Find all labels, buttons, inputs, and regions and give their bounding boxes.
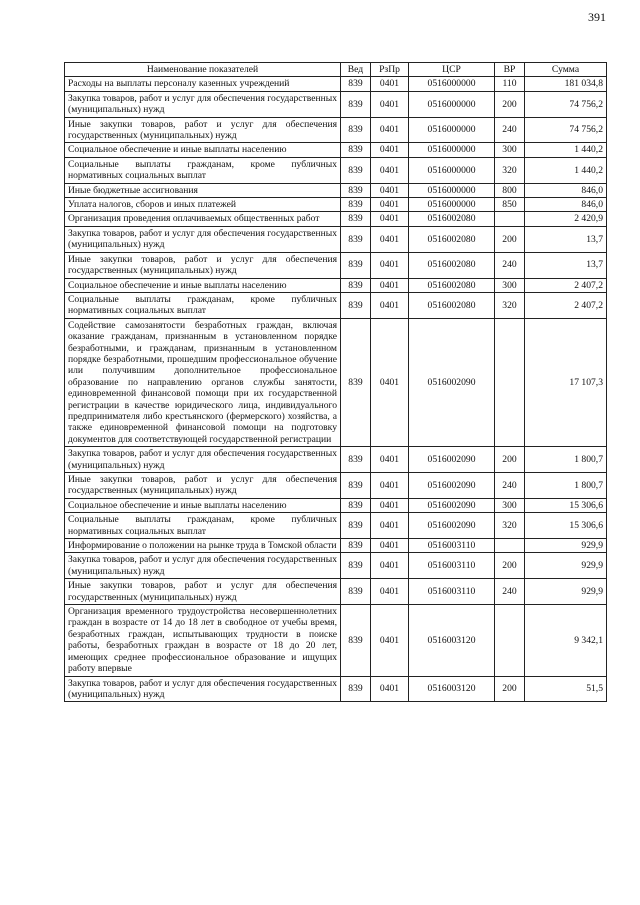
cell-rzpr: 0401: [371, 513, 409, 539]
cell-name: Организация временного трудоустройства несовершеннолетних граждан в возрасте от 14 до 18 лет в свободное от учебы время, безработных граждан, испытывающих трудности в поиске работы, безработных граждан в возрасте от 18 до 20 лет, имеющих среднее профессиональное образование и ищущих работу впервые: [65, 605, 341, 676]
cell-vr: 300: [495, 143, 525, 157]
cell-rzpr: 0401: [371, 539, 409, 553]
page-number: 391: [588, 10, 606, 24]
cell-csr: 0516000000: [409, 157, 495, 183]
cell-vr: 200: [495, 447, 525, 473]
table-row: [65, 605, 607, 676]
cell-vr: [495, 212, 525, 226]
cell-rzpr: 0401: [371, 143, 409, 157]
cell-vr: 800: [495, 183, 525, 197]
cell-csr: 0516002080: [409, 252, 495, 278]
table-row: [65, 198, 607, 212]
table-row: [65, 183, 607, 197]
cell-ved: 839: [341, 117, 371, 143]
cell-csr: 0516000000: [409, 183, 495, 197]
cell-vr: 320: [495, 157, 525, 183]
table-row: [65, 77, 607, 91]
cell-ved: 839: [341, 605, 371, 676]
cell-csr: 0516002090: [409, 447, 495, 473]
cell-name: Иные бюджетные ассигнования: [65, 183, 341, 197]
cell-vr: 320: [495, 513, 525, 539]
table-row: [65, 553, 607, 579]
cell-csr: 0516002090: [409, 513, 495, 539]
table-row: [65, 117, 607, 143]
table-row: [65, 143, 607, 157]
cell-name: Закупка товаров, работ и услуг для обеспечения государственных (муниципальных) нужд: [65, 447, 341, 473]
cell-sum: 1 800,7: [525, 473, 607, 499]
cell-ved: 839: [341, 676, 371, 702]
cell-csr: 0516003120: [409, 605, 495, 676]
table-row: [65, 513, 607, 539]
cell-vr: [495, 318, 525, 446]
cell-sum: 1 440,2: [525, 157, 607, 183]
table-row: [65, 498, 607, 512]
cell-name: Информирование о положении на рынке труда в Томской области: [65, 539, 341, 553]
cell-rzpr: 0401: [371, 498, 409, 512]
cell-ved: 839: [341, 292, 371, 318]
cell-name: Расходы на выплаты персоналу казенных учреждений: [65, 77, 341, 91]
table-body: [65, 77, 607, 702]
cell-vr: [495, 539, 525, 553]
cell-rzpr: 0401: [371, 605, 409, 676]
cell-rzpr: 0401: [371, 318, 409, 446]
cell-sum: 929,9: [525, 539, 607, 553]
cell-name: Иные закупки товаров, работ и услуг для обеспечения государственных (муниципальных) нужд: [65, 117, 341, 143]
cell-name: Иные закупки товаров, работ и услуг для обеспечения государственных (муниципальных) нужд: [65, 473, 341, 499]
cell-csr: 0516003110: [409, 553, 495, 579]
cell-csr: 0516000000: [409, 117, 495, 143]
cell-ved: 839: [341, 226, 371, 252]
table-row: [65, 473, 607, 499]
cell-ved: 839: [341, 183, 371, 197]
table-row: [65, 292, 607, 318]
header-csr: ЦСР: [409, 63, 495, 77]
cell-csr: 0516002080: [409, 278, 495, 292]
cell-sum: 74 756,2: [525, 91, 607, 117]
cell-rzpr: 0401: [371, 447, 409, 473]
cell-vr: 240: [495, 579, 525, 605]
cell-vr: 320: [495, 292, 525, 318]
cell-rzpr: 0401: [371, 226, 409, 252]
cell-rzpr: 0401: [371, 252, 409, 278]
cell-ved: 839: [341, 198, 371, 212]
table-row: [65, 539, 607, 553]
table-row: [65, 579, 607, 605]
header-ved: Вед: [341, 63, 371, 77]
cell-sum: 15 306,6: [525, 498, 607, 512]
cell-rzpr: 0401: [371, 473, 409, 499]
cell-csr: 0516002090: [409, 473, 495, 499]
cell-vr: 200: [495, 676, 525, 702]
cell-name: Социальное обеспечение и иные выплаты населению: [65, 143, 341, 157]
cell-ved: 839: [341, 278, 371, 292]
table-row: [65, 447, 607, 473]
cell-vr: 240: [495, 473, 525, 499]
table-row: [65, 157, 607, 183]
table-row: [65, 91, 607, 117]
cell-name: Содействие самозанятости безработных граждан, включая оказание гражданам, признанным в установленном порядке безработными, и гражданам, признанным в установленном порядке безработными, прошедшим профессиональное обучение или получившим дополнительное профессиональное образование по направлению органов службы занятости, единовременной финансовой помощи при их государственной регистрации в качестве юридического лица, индивидуального предпринимателя либо крестьянского (фермерского) хозяйства, а также единовременной финансовой помощи на подготовку документов для соответствующей государственной регистрации: [65, 318, 341, 446]
cell-vr: 240: [495, 117, 525, 143]
cell-csr: 0516003110: [409, 579, 495, 605]
table-row: [65, 212, 607, 226]
cell-sum: 13,7: [525, 252, 607, 278]
cell-csr: 0516003110: [409, 539, 495, 553]
cell-sum: 74 756,2: [525, 117, 607, 143]
cell-ved: 839: [341, 513, 371, 539]
cell-name: Социальные выплаты гражданам, кроме публичных нормативных социальных выплат: [65, 292, 341, 318]
cell-rzpr: 0401: [371, 157, 409, 183]
header-vr: ВР: [495, 63, 525, 77]
cell-vr: 200: [495, 553, 525, 579]
cell-sum: 15 306,6: [525, 513, 607, 539]
cell-ved: 839: [341, 143, 371, 157]
cell-csr: 0516002080: [409, 226, 495, 252]
cell-rzpr: 0401: [371, 198, 409, 212]
cell-rzpr: 0401: [371, 676, 409, 702]
cell-sum: 929,9: [525, 553, 607, 579]
cell-name: Закупка товаров, работ и услуг для обеспечения государственных (муниципальных) нужд: [65, 226, 341, 252]
cell-rzpr: 0401: [371, 278, 409, 292]
cell-csr: 0516000000: [409, 143, 495, 157]
cell-vr: 240: [495, 252, 525, 278]
cell-sum: 846,0: [525, 198, 607, 212]
cell-name: Закупка товаров, работ и услуг для обеспечения государственных (муниципальных) нужд: [65, 676, 341, 702]
cell-ved: 839: [341, 579, 371, 605]
budget-table: [64, 62, 607, 702]
cell-sum: 1 800,7: [525, 447, 607, 473]
cell-name: Иные закупки товаров, работ и услуг для обеспечения государственных (муниципальных) нужд: [65, 579, 341, 605]
cell-sum: 9 342,1: [525, 605, 607, 676]
cell-csr: 0516003120: [409, 676, 495, 702]
cell-csr: 0516002080: [409, 292, 495, 318]
cell-ved: 839: [341, 212, 371, 226]
cell-sum: 2 420,9: [525, 212, 607, 226]
cell-ved: 839: [341, 318, 371, 446]
cell-name: Закупка товаров, работ и услуг для обеспечения государственных (муниципальных) нужд: [65, 91, 341, 117]
cell-rzpr: 0401: [371, 91, 409, 117]
cell-sum: 13,7: [525, 226, 607, 252]
cell-rzpr: 0401: [371, 292, 409, 318]
table-row: [65, 676, 607, 702]
cell-vr: [495, 605, 525, 676]
cell-sum: 2 407,2: [525, 278, 607, 292]
cell-rzpr: 0401: [371, 183, 409, 197]
cell-ved: 839: [341, 473, 371, 499]
cell-ved: 839: [341, 447, 371, 473]
cell-sum: 929,9: [525, 579, 607, 605]
cell-csr: 0516002080: [409, 212, 495, 226]
cell-name: Социальное обеспечение и иные выплаты населению: [65, 278, 341, 292]
cell-name: Иные закупки товаров, работ и услуг для обеспечения государственных (муниципальных) нужд: [65, 252, 341, 278]
cell-sum: 181 034,8: [525, 77, 607, 91]
table-header-row: [65, 63, 607, 77]
cell-vr: 850: [495, 198, 525, 212]
cell-csr: 0516000000: [409, 77, 495, 91]
cell-rzpr: 0401: [371, 553, 409, 579]
cell-vr: 110: [495, 77, 525, 91]
cell-vr: 200: [495, 226, 525, 252]
cell-vr: 200: [495, 91, 525, 117]
cell-rzpr: 0401: [371, 212, 409, 226]
cell-ved: 839: [341, 91, 371, 117]
cell-rzpr: 0401: [371, 117, 409, 143]
cell-ved: 839: [341, 252, 371, 278]
header-name: Наименование показателей: [65, 63, 341, 77]
header-sum: Сумма: [525, 63, 607, 77]
cell-name: Уплата налогов, сборов и иных платежей: [65, 198, 341, 212]
cell-vr: 300: [495, 498, 525, 512]
cell-csr: 0516002090: [409, 318, 495, 446]
cell-sum: 17 107,3: [525, 318, 607, 446]
cell-sum: 846,0: [525, 183, 607, 197]
table-row: [65, 252, 607, 278]
cell-name: Социальное обеспечение и иные выплаты населению: [65, 498, 341, 512]
cell-rzpr: 0401: [371, 77, 409, 91]
cell-csr: 0516000000: [409, 198, 495, 212]
header-rzpr: РзПр: [371, 63, 409, 77]
cell-ved: 839: [341, 539, 371, 553]
cell-name: Социальные выплаты гражданам, кроме публичных нормативных социальных выплат: [65, 513, 341, 539]
cell-name: Социальные выплаты гражданам, кроме публичных нормативных социальных выплат: [65, 157, 341, 183]
cell-rzpr: 0401: [371, 579, 409, 605]
table-row: [65, 226, 607, 252]
cell-name: Организация проведения оплачиваемых общественных работ: [65, 212, 341, 226]
cell-name: Закупка товаров, работ и услуг для обеспечения государственных (муниципальных) нужд: [65, 553, 341, 579]
table-row: [65, 278, 607, 292]
cell-vr: 300: [495, 278, 525, 292]
cell-csr: 0516000000: [409, 91, 495, 117]
cell-ved: 839: [341, 77, 371, 91]
cell-csr: 0516002090: [409, 498, 495, 512]
cell-ved: 839: [341, 157, 371, 183]
table-row: [65, 318, 607, 446]
cell-sum: 1 440,2: [525, 143, 607, 157]
cell-ved: 839: [341, 553, 371, 579]
cell-ved: 839: [341, 498, 371, 512]
cell-sum: 2 407,2: [525, 292, 607, 318]
cell-sum: 51,5: [525, 676, 607, 702]
